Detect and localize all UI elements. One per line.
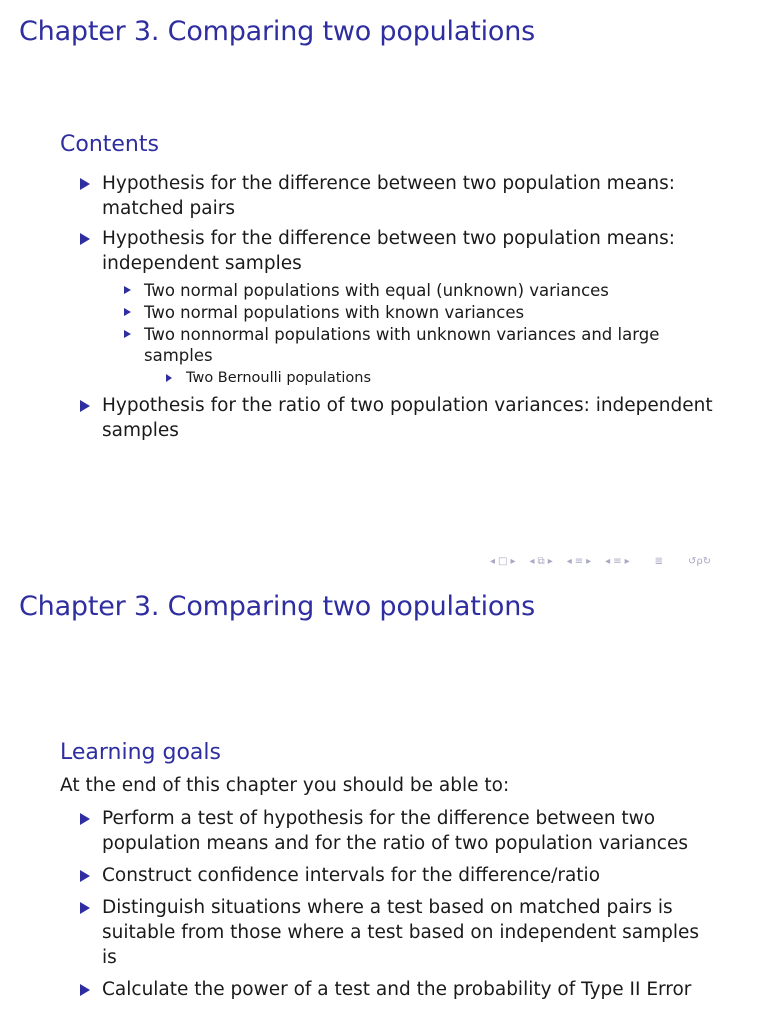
- nav-left-arrow-icon[interactable]: ◂: [605, 556, 611, 567]
- beamer-navigation-bar: [490, 556, 711, 567]
- slide-learning-goals: [0, 576, 768, 1024]
- sublist-item-label: Two normal populations with equal (unknown) variances: [144, 281, 609, 300]
- nav-right-arrow-icon[interactable]: ▸: [624, 556, 630, 567]
- nav-left-arrow-icon[interactable]: ◂: [490, 556, 496, 567]
- frame-title: Chapter 3. Comparing two populations: [19, 591, 535, 622]
- triangle-bullet-icon: [80, 984, 90, 996]
- list-item-label: Calculate the power of a test and the probability of Type II Error: [102, 979, 692, 1000]
- triangle-bullet-icon: [166, 374, 172, 382]
- nav-right-arrow-icon[interactable]: ▸: [510, 556, 516, 567]
- sublist-item-label: Two nonnormal populations with unknown variances and large samples: [144, 325, 660, 365]
- learning-goals-heading: Learning goals: [60, 740, 221, 765]
- triangle-bullet-icon: [80, 902, 90, 914]
- list-item-label: Construct confidence intervals for the difference/ratio: [102, 865, 601, 886]
- subsublist: [144, 368, 718, 388]
- triangle-bullet-icon: [80, 813, 90, 825]
- intro-text: At the end of this chapter you should be able to:: [60, 775, 510, 796]
- triangle-bullet-icon: [80, 233, 90, 245]
- subsublist-item-label: Two Bernoulli populations: [186, 370, 372, 386]
- sublist: [102, 280, 718, 388]
- triangle-bullet-icon: [124, 330, 131, 338]
- list-item: [78, 171, 718, 221]
- sublist-item: [122, 302, 718, 323]
- sublist-item-label: Two normal populations with known variances: [144, 303, 525, 322]
- nav-right-arrow-icon[interactable]: ▸: [547, 556, 553, 567]
- list-item: [78, 806, 718, 856]
- list-item: [78, 226, 718, 388]
- list-item-label: Hypothesis for the ratio of two population variances: independent samples: [102, 395, 713, 441]
- frame-icon[interactable]: □: [498, 556, 508, 567]
- subsublist-item: [164, 368, 718, 388]
- sublist-item: [122, 324, 718, 388]
- contents-list: [78, 171, 718, 448]
- frame-title: Chapter 3. Comparing two populations: [19, 16, 535, 47]
- list-item-label: Distinguish situations where a test based on matched pairs is suitable from those where a test based on independent samples is: [102, 897, 700, 968]
- triangle-bullet-icon: [80, 178, 90, 190]
- nav-left-arrow-icon[interactable]: ◂: [566, 556, 572, 567]
- sublist-item: [122, 280, 718, 301]
- list-item: [78, 895, 718, 970]
- subsection-icon[interactable]: ⧉: [537, 556, 545, 567]
- section-icon[interactable]: ≡: [574, 556, 584, 567]
- nav-left-arrow-icon[interactable]: ◂: [529, 556, 535, 567]
- learning-goals-list: [78, 806, 718, 1009]
- triangle-bullet-icon: [124, 308, 131, 316]
- nav-right-arrow-icon[interactable]: ▸: [586, 556, 592, 567]
- list-item: [78, 863, 718, 888]
- list-item: [78, 393, 718, 443]
- list-item-label: Hypothesis for the difference between two population means: independent samples: [102, 228, 676, 274]
- align-icon[interactable]: ≣: [654, 556, 664, 567]
- contents-heading: Contents: [60, 132, 159, 157]
- list-item: [78, 977, 718, 1002]
- list-item-label: Perform a test of hypothesis for the difference between two population means and for the ratio of two population variances: [102, 808, 688, 854]
- triangle-bullet-icon: [80, 870, 90, 882]
- triangle-bullet-icon: [80, 400, 90, 412]
- search-icon[interactable]: ↺ρ↻: [688, 556, 712, 567]
- triangle-bullet-icon: [124, 286, 131, 294]
- list-item-label: Hypothesis for the difference between two population means: matched pairs: [102, 173, 676, 219]
- section-icon[interactable]: ≡: [613, 556, 622, 567]
